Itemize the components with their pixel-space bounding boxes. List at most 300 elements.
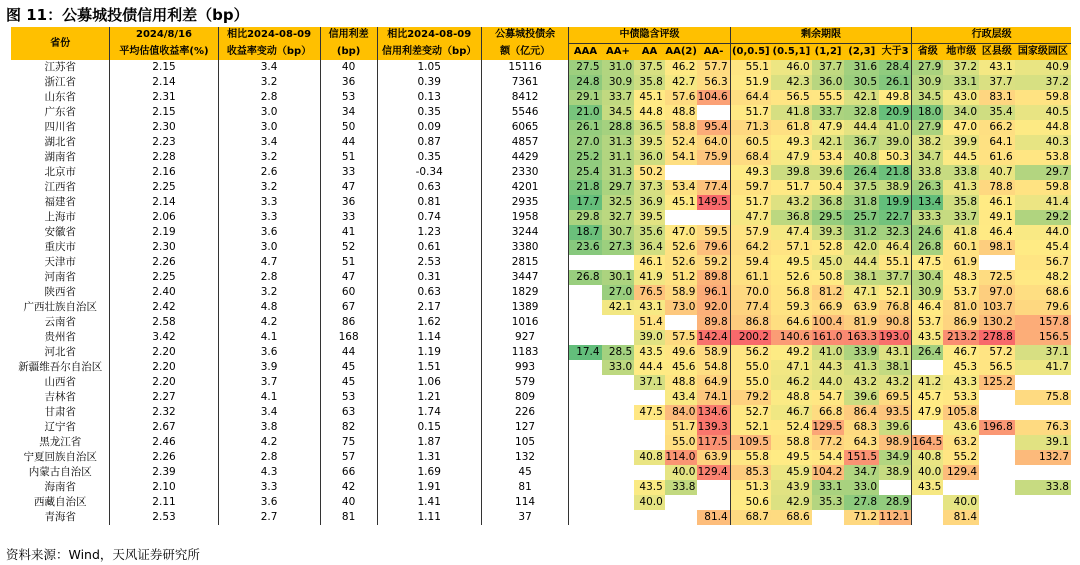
admin-cell bbox=[979, 495, 1015, 510]
rating-cell: 45.6 bbox=[665, 360, 698, 375]
province-cell: 宁夏回族自治区 bbox=[23, 451, 97, 463]
term-cell: 64.3 bbox=[844, 435, 879, 450]
rating-cell: 45.1 bbox=[634, 90, 665, 105]
rating-cell bbox=[665, 495, 698, 510]
term-cell: 49.3 bbox=[771, 135, 812, 150]
yield-change-cell: 3.8 bbox=[218, 420, 320, 435]
spread-change-cell: 0.09 bbox=[377, 120, 481, 135]
balance-cell: 7361 bbox=[481, 75, 569, 90]
rating-cell: 37.1 bbox=[634, 375, 665, 390]
term-cell: 56.8 bbox=[771, 285, 812, 300]
term-cell: 47.1 bbox=[844, 285, 879, 300]
province-cell: 吉林省 bbox=[44, 391, 76, 403]
table-row bbox=[11, 120, 1071, 135]
rating-cell: 74.1 bbox=[697, 390, 730, 405]
table-row bbox=[11, 210, 1071, 225]
term-cell: 46.0 bbox=[771, 60, 812, 75]
yield-change-cell: 3.7 bbox=[218, 375, 320, 390]
term-cell: 57.9 bbox=[730, 225, 771, 240]
term-cell: 100.4 bbox=[812, 316, 843, 328]
province-cell: 四川省 bbox=[44, 121, 76, 133]
balance-cell: 2935 bbox=[481, 195, 569, 210]
term-cell: 44.4 bbox=[844, 255, 879, 270]
yield-cell: 2.10 bbox=[110, 480, 218, 495]
rating-cell: 17.7 bbox=[569, 195, 602, 210]
yield-cell: 2.16 bbox=[110, 165, 218, 180]
admin-cell: 64.1 bbox=[979, 135, 1015, 150]
figure-title: 图 11：公募城投债信用利差（bp） bbox=[6, 6, 249, 24]
term-cell: 64.2 bbox=[730, 240, 771, 255]
rating-cell bbox=[569, 255, 602, 270]
admin-cell: 57.2 bbox=[979, 345, 1015, 360]
table-row bbox=[11, 60, 1071, 75]
rating-cell: 36.4 bbox=[634, 240, 665, 255]
header-province: 省份 bbox=[11, 27, 110, 60]
rating-cell: 25.4 bbox=[569, 165, 602, 180]
rating-cell: 31.0 bbox=[602, 60, 635, 75]
admin-cell: 26.3 bbox=[912, 180, 944, 195]
rating-cell bbox=[602, 375, 635, 390]
rating-cell: 23.6 bbox=[569, 240, 602, 255]
term-cell: 34.7 bbox=[844, 465, 879, 480]
term-cell: 49.5 bbox=[771, 450, 812, 465]
header-term-col: (0.5,1] bbox=[771, 44, 812, 61]
admin-cell: 79.6 bbox=[1015, 300, 1071, 315]
rating-cell: 30.9 bbox=[602, 75, 635, 90]
term-cell: 43.9 bbox=[771, 480, 812, 495]
header-term-col: 大于3 bbox=[879, 44, 912, 61]
term-cell: 19.9 bbox=[879, 195, 912, 210]
term-cell: 50.6 bbox=[730, 495, 771, 510]
term-cell: 46.7 bbox=[771, 405, 812, 420]
yield-cell: 2.46 bbox=[110, 435, 218, 450]
province-cell: 河北省 bbox=[44, 346, 76, 358]
rating-cell: 51.7 bbox=[665, 420, 698, 435]
spread-cell: 44 bbox=[320, 345, 377, 360]
table-row bbox=[11, 495, 1071, 510]
term-cell: 33.1 bbox=[812, 480, 845, 495]
term-cell: 32.8 bbox=[844, 105, 879, 120]
table-row bbox=[11, 465, 1071, 480]
balance-cell: 226 bbox=[481, 405, 569, 420]
rating-cell bbox=[634, 390, 665, 405]
province-cell: 辽宁省 bbox=[44, 421, 76, 433]
rating-cell: 48.8 bbox=[665, 105, 698, 120]
term-cell: 39.6 bbox=[879, 420, 912, 435]
rating-cell: 27.0 bbox=[602, 285, 635, 300]
term-cell: 37.5 bbox=[844, 180, 879, 195]
yield-change-cell: 2.6 bbox=[218, 165, 320, 180]
admin-cell: 18.0 bbox=[912, 105, 944, 120]
term-cell: 45.0 bbox=[812, 255, 845, 270]
yield-cell: 2.15 bbox=[110, 60, 218, 75]
rating-cell bbox=[569, 510, 602, 525]
spread-cell: 50 bbox=[320, 120, 377, 135]
term-cell: 36.8 bbox=[812, 195, 845, 210]
spread-change-cell: 0.15 bbox=[377, 420, 481, 435]
term-cell: 193.0 bbox=[879, 330, 912, 345]
rating-cell: 46.2 bbox=[665, 60, 698, 75]
admin-cell: 44.5 bbox=[943, 150, 979, 165]
admin-cell: 37.7 bbox=[979, 75, 1015, 90]
yield-cell: 2.30 bbox=[110, 240, 218, 255]
term-cell: 22.7 bbox=[879, 210, 912, 225]
spread-change-cell: 1.21 bbox=[377, 390, 481, 405]
term-cell: 49.5 bbox=[771, 255, 812, 270]
admin-cell bbox=[979, 510, 1015, 525]
term-cell: 52.1 bbox=[730, 420, 771, 435]
credit-spread-table bbox=[11, 27, 1071, 525]
yield-cell: 2.27 bbox=[110, 390, 218, 405]
term-cell: 52.6 bbox=[771, 270, 812, 285]
balance-cell: 3447 bbox=[481, 270, 569, 285]
rating-cell bbox=[602, 255, 635, 270]
rating-cell: 47.0 bbox=[665, 225, 698, 240]
admin-cell: 164.5 bbox=[912, 436, 943, 448]
admin-cell: 37.2 bbox=[1015, 75, 1071, 90]
term-cell: 54.7 bbox=[812, 390, 845, 405]
yield-cell: 2.42 bbox=[110, 300, 218, 315]
province-cell: 陕西省 bbox=[44, 286, 76, 298]
table-row bbox=[11, 435, 1071, 450]
term-cell: 44.4 bbox=[844, 120, 879, 135]
rating-cell: 49.6 bbox=[665, 345, 698, 360]
rating-cell: 139.3 bbox=[697, 420, 730, 435]
term-cell: 50.4 bbox=[812, 180, 845, 195]
rating-cell: 54.8 bbox=[697, 360, 730, 375]
term-cell: 26.4 bbox=[844, 165, 879, 180]
rating-cell: 149.5 bbox=[697, 195, 730, 210]
spread-cell: 168 bbox=[320, 330, 377, 345]
rating-cell: 56.3 bbox=[697, 75, 730, 90]
term-cell: 36.8 bbox=[771, 210, 812, 225]
spread-change-cell: 0.63 bbox=[377, 285, 481, 300]
rating-cell: 33.7 bbox=[602, 90, 635, 105]
term-cell: 53.4 bbox=[812, 150, 845, 165]
rating-cell: 39.5 bbox=[634, 135, 665, 150]
admin-cell: 60.1 bbox=[943, 240, 979, 255]
rating-cell: 29.8 bbox=[569, 210, 602, 225]
term-cell: 129.5 bbox=[812, 421, 843, 433]
term-cell: 27.8 bbox=[844, 495, 879, 510]
header-rating-col: AA+ bbox=[602, 44, 635, 61]
admin-cell bbox=[1015, 375, 1071, 390]
balance-cell: 993 bbox=[481, 360, 569, 375]
admin-cell: 103.7 bbox=[979, 300, 1015, 315]
term-cell: 81.2 bbox=[812, 285, 845, 300]
yield-cell: 2.28 bbox=[110, 150, 218, 165]
header-admin-col: 地市级 bbox=[943, 44, 979, 61]
province-cell: 江西省 bbox=[44, 181, 76, 193]
term-cell: 58.8 bbox=[771, 435, 812, 450]
header-spread-chg-label: 信用利差变动（bp） bbox=[377, 44, 481, 61]
term-cell: 63.9 bbox=[844, 300, 879, 315]
admin-cell: 33.8 bbox=[943, 165, 979, 180]
term-cell: 39.6 bbox=[844, 390, 879, 405]
admin-cell bbox=[979, 390, 1015, 405]
province-cell: 青海省 bbox=[44, 511, 76, 523]
admin-cell: 157.8 bbox=[1015, 315, 1071, 330]
balance-cell: 4429 bbox=[481, 150, 569, 165]
admin-cell: 196.8 bbox=[979, 420, 1015, 435]
rating-cell: 57.7 bbox=[697, 60, 730, 75]
balance-cell: 81 bbox=[481, 480, 569, 495]
term-cell: 51.9 bbox=[730, 75, 771, 90]
term-cell: 52.1 bbox=[879, 285, 912, 300]
province-cell: 山西省 bbox=[44, 376, 76, 388]
balance-cell: 15116 bbox=[481, 60, 569, 75]
term-cell: 52.8 bbox=[812, 240, 845, 255]
admin-cell: 61.9 bbox=[943, 255, 979, 270]
rating-cell: 27.5 bbox=[569, 60, 602, 75]
table-row bbox=[11, 150, 1071, 165]
rating-cell: 59.5 bbox=[697, 225, 730, 240]
spread-cell: 53 bbox=[320, 390, 377, 405]
spread-cell: 41 bbox=[320, 225, 377, 240]
rating-cell bbox=[634, 510, 665, 525]
admin-cell: 47.5 bbox=[912, 255, 944, 270]
yield-change-cell: 4.3 bbox=[218, 465, 320, 480]
rating-cell bbox=[634, 435, 665, 450]
header-yield-chg-label: 收益率变动（bp） bbox=[218, 44, 320, 61]
term-cell: 109.5 bbox=[730, 435, 771, 450]
admin-cell: 68.6 bbox=[1015, 285, 1071, 300]
term-cell: 68.4 bbox=[730, 150, 771, 165]
yield-cell: 2.25 bbox=[110, 180, 218, 195]
spread-cell: 66 bbox=[320, 465, 377, 480]
admin-cell: 43.3 bbox=[943, 375, 979, 390]
rating-cell: 51.4 bbox=[634, 315, 665, 330]
rating-cell: 142.4 bbox=[697, 330, 730, 345]
yield-cell: 2.20 bbox=[110, 360, 218, 375]
admin-cell: 97.0 bbox=[979, 285, 1015, 300]
rating-cell: 52.6 bbox=[665, 240, 698, 255]
term-cell: 112.1 bbox=[879, 510, 912, 525]
yield-change-cell: 4.2 bbox=[218, 315, 320, 330]
rating-cell bbox=[602, 480, 635, 495]
balance-cell: 1829 bbox=[481, 285, 569, 300]
balance-cell: 579 bbox=[481, 375, 569, 390]
rating-cell: 39.5 bbox=[634, 210, 665, 225]
yield-change-cell: 2.7 bbox=[218, 510, 320, 525]
term-cell: 55.8 bbox=[730, 450, 771, 465]
rating-cell: 43.5 bbox=[634, 480, 665, 495]
admin-cell: 13.4 bbox=[912, 195, 944, 210]
rating-cell bbox=[602, 435, 635, 450]
spread-cell: 57 bbox=[320, 450, 377, 465]
table-row bbox=[11, 105, 1071, 120]
admin-cell: 278.8 bbox=[979, 330, 1015, 345]
admin-cell: 41.4 bbox=[1015, 195, 1071, 210]
spread-cell: 40 bbox=[320, 495, 377, 510]
term-cell: 42.1 bbox=[844, 90, 879, 105]
rating-cell bbox=[569, 480, 602, 495]
yield-cell: 2.31 bbox=[110, 90, 218, 105]
spread-change-cell: 1.05 bbox=[377, 60, 481, 75]
admin-cell: 40.3 bbox=[1015, 135, 1071, 150]
rating-cell bbox=[602, 405, 635, 420]
province-cell: 湖北省 bbox=[44, 136, 76, 148]
rating-cell bbox=[569, 495, 602, 510]
admin-cell: 81.4 bbox=[943, 510, 979, 525]
balance-cell: 4201 bbox=[481, 180, 569, 195]
balance-cell: 114 bbox=[481, 495, 569, 510]
rating-cell: 34.5 bbox=[602, 105, 635, 120]
admin-cell: 45.4 bbox=[1015, 240, 1071, 255]
yield-cell: 2.40 bbox=[110, 285, 218, 300]
admin-cell: 27.9 bbox=[912, 60, 944, 75]
term-cell: 35.3 bbox=[812, 495, 845, 510]
rating-cell: 21.0 bbox=[569, 105, 602, 120]
term-cell: 45.9 bbox=[771, 465, 812, 480]
admin-cell: 59.8 bbox=[1015, 90, 1071, 105]
spread-change-cell: 1.69 bbox=[377, 465, 481, 480]
rating-cell: 26.8 bbox=[569, 270, 602, 285]
rating-cell bbox=[569, 420, 602, 435]
rating-cell bbox=[634, 465, 665, 480]
balance-cell: 1016 bbox=[481, 315, 569, 330]
admin-cell: 35.8 bbox=[943, 195, 979, 210]
province-cell: 福建省 bbox=[44, 196, 76, 208]
admin-cell: 78.8 bbox=[979, 180, 1015, 195]
term-cell: 31.6 bbox=[844, 60, 879, 75]
term-cell: 64.6 bbox=[771, 315, 812, 330]
rating-cell: 54.1 bbox=[665, 150, 698, 165]
rating-cell bbox=[569, 435, 602, 450]
yield-cell: 2.25 bbox=[110, 270, 218, 285]
term-cell: 140.6 bbox=[771, 330, 812, 345]
term-cell: 48.8 bbox=[771, 390, 812, 405]
term-cell: 25.7 bbox=[844, 210, 879, 225]
term-cell: 26.1 bbox=[879, 75, 912, 90]
rating-cell: 79.6 bbox=[697, 240, 730, 255]
admin-cell bbox=[979, 465, 1015, 480]
yield-change-cell: 3.2 bbox=[218, 75, 320, 90]
header-rating-col: AA- bbox=[697, 44, 730, 61]
rating-cell bbox=[602, 420, 635, 435]
admin-cell: 130.2 bbox=[979, 315, 1015, 330]
admin-cell: 37.2 bbox=[943, 60, 979, 75]
rating-cell: 81.4 bbox=[697, 510, 730, 525]
admin-cell: 34.5 bbox=[912, 90, 944, 105]
rating-cell: 31.3 bbox=[602, 165, 635, 180]
admin-cell: 86.9 bbox=[943, 315, 979, 330]
admin-cell bbox=[912, 510, 944, 525]
term-cell: 55.1 bbox=[879, 255, 912, 270]
admin-cell: 39.9 bbox=[943, 135, 979, 150]
spread-change-cell: 1.87 bbox=[377, 435, 481, 450]
balance-cell: 105 bbox=[481, 435, 569, 450]
admin-cell: 72.5 bbox=[979, 270, 1015, 285]
province-cell: 内蒙古自治区 bbox=[28, 466, 92, 478]
spread-change-cell: 1.31 bbox=[377, 450, 481, 465]
admin-cell: 59.8 bbox=[1015, 180, 1071, 195]
admin-cell: 29.2 bbox=[1015, 210, 1071, 225]
balance-cell: 45 bbox=[481, 465, 569, 480]
rating-cell: 89.8 bbox=[697, 315, 730, 330]
admin-cell: 98.1 bbox=[979, 240, 1015, 255]
admin-cell: 45.7 bbox=[912, 390, 944, 405]
admin-cell bbox=[943, 480, 979, 495]
admin-cell bbox=[912, 360, 944, 375]
term-cell: 47.1 bbox=[771, 360, 812, 375]
table-row bbox=[11, 90, 1071, 105]
rating-cell bbox=[697, 495, 730, 510]
province-cell: 上海市 bbox=[44, 211, 76, 223]
term-cell: 41.3 bbox=[844, 360, 879, 375]
rating-cell bbox=[569, 390, 602, 405]
rating-cell: 36.9 bbox=[634, 195, 665, 210]
province-cell: 山东省 bbox=[44, 91, 76, 103]
yield-change-cell: 4.7 bbox=[218, 255, 320, 270]
source-note: 资料来源：Wind，天风证券研究所 bbox=[6, 547, 200, 562]
term-cell: 43.1 bbox=[879, 345, 912, 360]
term-cell: 39.0 bbox=[879, 135, 912, 150]
term-cell: 77.2 bbox=[812, 435, 845, 450]
province-cell: 北京市 bbox=[44, 166, 76, 178]
table-row bbox=[11, 255, 1071, 270]
rating-cell: 48.8 bbox=[665, 375, 698, 390]
header-spread-chg-date: 相比2024-08-09 bbox=[377, 27, 481, 44]
header-spread: 信用利差 bbox=[320, 27, 377, 44]
term-cell: 69.5 bbox=[879, 390, 912, 405]
admin-cell: 43.6 bbox=[943, 420, 979, 435]
term-cell: 38.9 bbox=[879, 465, 912, 480]
term-cell: 66.9 bbox=[812, 300, 845, 315]
province-cell: 天津市 bbox=[44, 256, 76, 268]
term-cell: 38.1 bbox=[879, 360, 912, 375]
spread-change-cell: 1.19 bbox=[377, 345, 481, 360]
province-cell: 江苏省 bbox=[44, 61, 76, 73]
admin-cell: 213.2 bbox=[943, 330, 979, 345]
province-cell: 广东省 bbox=[44, 106, 76, 118]
admin-cell: 43.1 bbox=[979, 60, 1015, 75]
term-cell: 33.7 bbox=[812, 105, 845, 120]
term-cell: 41.0 bbox=[879, 120, 912, 135]
yield-cell: 3.42 bbox=[110, 330, 218, 345]
rating-cell: 58.8 bbox=[665, 120, 698, 135]
admin-cell: 27.9 bbox=[912, 120, 944, 135]
rating-cell bbox=[569, 450, 602, 465]
table-body bbox=[11, 60, 1071, 525]
term-cell: 49.2 bbox=[771, 345, 812, 360]
admin-cell bbox=[912, 495, 944, 510]
rating-cell bbox=[569, 315, 602, 330]
yield-change-cell: 4.1 bbox=[218, 330, 320, 345]
term-cell: 29.5 bbox=[812, 210, 845, 225]
spread-change-cell: 2.17 bbox=[377, 300, 481, 315]
admin-cell: 156.5 bbox=[1015, 330, 1071, 345]
rating-cell: 28.8 bbox=[602, 120, 635, 135]
spread-change-cell: 0.39 bbox=[377, 75, 481, 90]
rating-cell: 31.3 bbox=[602, 135, 635, 150]
yield-change-cell: 3.4 bbox=[218, 60, 320, 75]
rating-cell: 89.8 bbox=[697, 270, 730, 285]
admin-cell: 47.9 bbox=[912, 405, 944, 420]
term-cell: 47.4 bbox=[771, 225, 812, 240]
rating-cell bbox=[569, 360, 602, 375]
term-cell: 44.0 bbox=[812, 375, 845, 390]
admin-cell: 43.5 bbox=[912, 480, 944, 495]
header-group-term: 剩余期限 bbox=[730, 27, 912, 44]
spread-change-cell: 1.91 bbox=[377, 480, 481, 495]
admin-cell: 66.2 bbox=[979, 120, 1015, 135]
header-yield-date: 2024/8/16 bbox=[110, 27, 218, 44]
rating-cell: 17.4 bbox=[569, 345, 602, 360]
term-cell: 66.8 bbox=[812, 405, 845, 420]
term-cell: 200.2 bbox=[730, 330, 771, 345]
spread-cell: 51 bbox=[320, 255, 377, 270]
